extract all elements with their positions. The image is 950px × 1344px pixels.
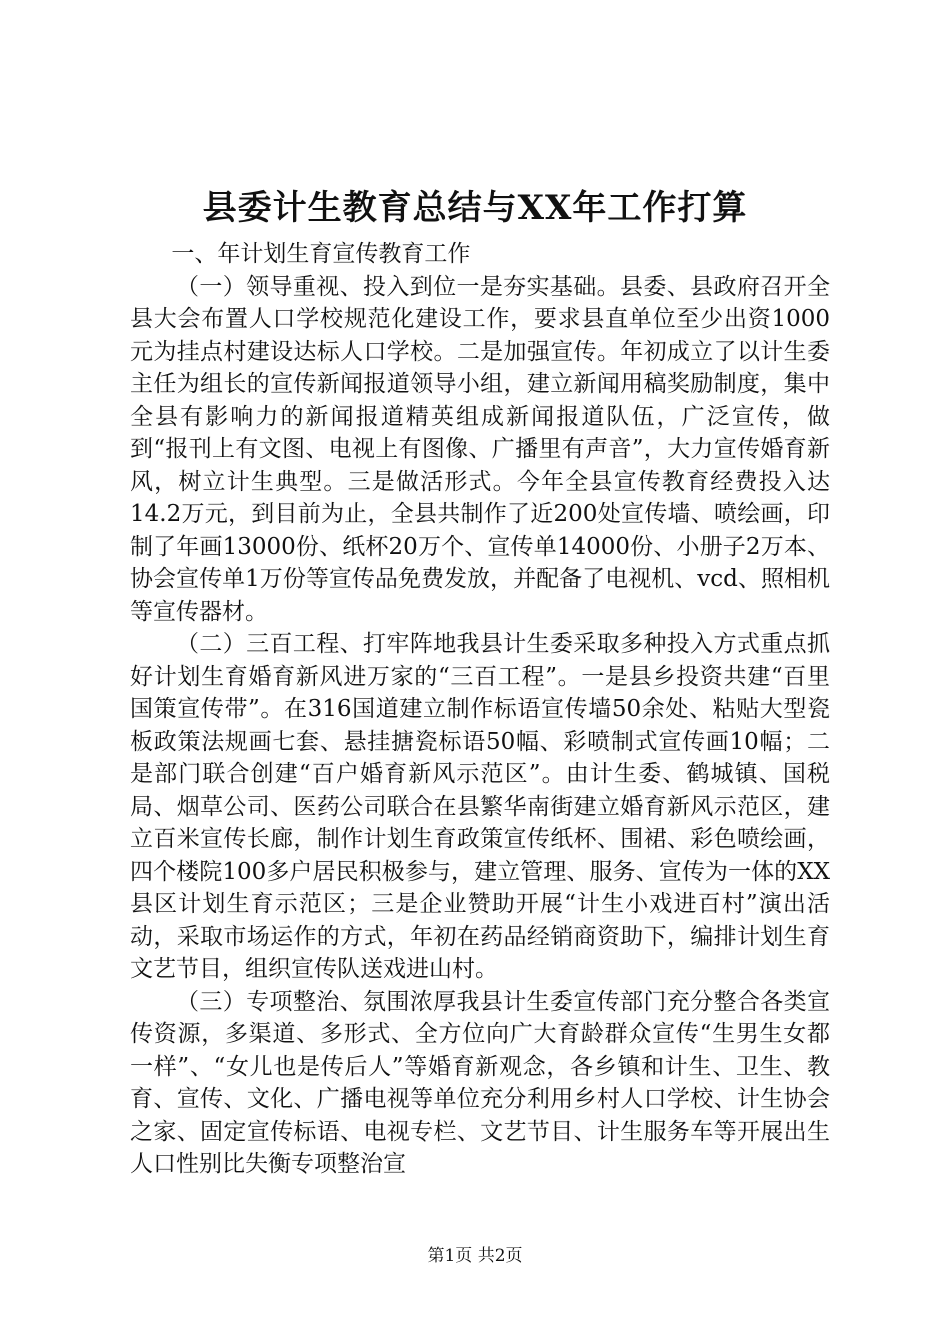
body-paragraph-1: （一）领导重视、投入到位一是夯实基础。县委、县政府召开全县大会布置人口学校规范化建设工作，要求县直单位至少出资1000元为挂点村建设达标人口学校。二是加强宣传。年初成立了以计生委主任为组长的宣传新闻报道领导小组，建立新闻用稿奖励制度，集中全县有影响力的新闻报道精英组成新闻报道队伍，广泛宣传，做到“报刊上有文图、电视上有图像、广播里有声音”，大力宣传婚育新风，树立计生典型。三是做活形式。今年全县宣传教育经费投入达14.2万元，到目前为止，全县共制作了近200处宣传墙、喷绘画，印制了年画13000份、纸杯20万个、宣传单14000份、小册子2万本、协会宣传单1万份等宣传品免费发放，并配备了电视机、vcd、照相机等宣传器材。 <box>130 273 830 625</box>
body-paragraph-3: （三）专项整治、氛围浓厚我县计生委宣传部门充分整合各类宣传资源，多渠道、多形式、全方位向广大育龄群众宣传“生男生女都一样”、“女儿也是传后人”等婚育新观念，各乡镇和计生、卫生、教育、宣传、文化、广播电视等单位充分利用乡村人口学校、计生协会之家、固定宣传标语、电视专栏、文艺节目、计生服务车等开展出生人口性别比失衡专项整治宣 <box>130 988 830 1177</box>
document-body <box>130 238 830 1181</box>
body-paragraph-2: （二）三百工程、打牢阵地我县计生委采取多种投入方式重点抓好计划生育婚育新风进万家的“三百工程”。一是县乡投资共建“百里国策宣传带”。在316国道建立制作标语宣传墙50余处、粘贴大型瓷板政策法规画七套、悬挂搪瓷标语50幅、彩喷制式宣传画10幅；二是部门联合创建“百户婚育新风示范区”。由计生委、鹤城镇、国税局、烟草公司、医药公司联合在县繁华南街建立婚育新风示范区，建立百米宣传长廊，制作计划生育政策宣传纸杯、围裙、彩色喷绘画，四个楼院100多户居民积极参与，建立管理、服务、宣传为一体的XX县区计划生育示范区；三是企业赞助开展“计生小戏进百村”演出活动，采取市场运作的方式，年初在药品经销商资助下，编排计划生育文艺节目，组织宣传队送戏进山村。 <box>130 631 830 982</box>
page-footer: 第1页 共2页 <box>427 1246 523 1266</box>
document-title: 县委计生教育总结与XX年工作打算 <box>202 188 748 228</box>
section-heading: 一、年计划生育宣传教育工作 <box>171 241 471 267</box>
